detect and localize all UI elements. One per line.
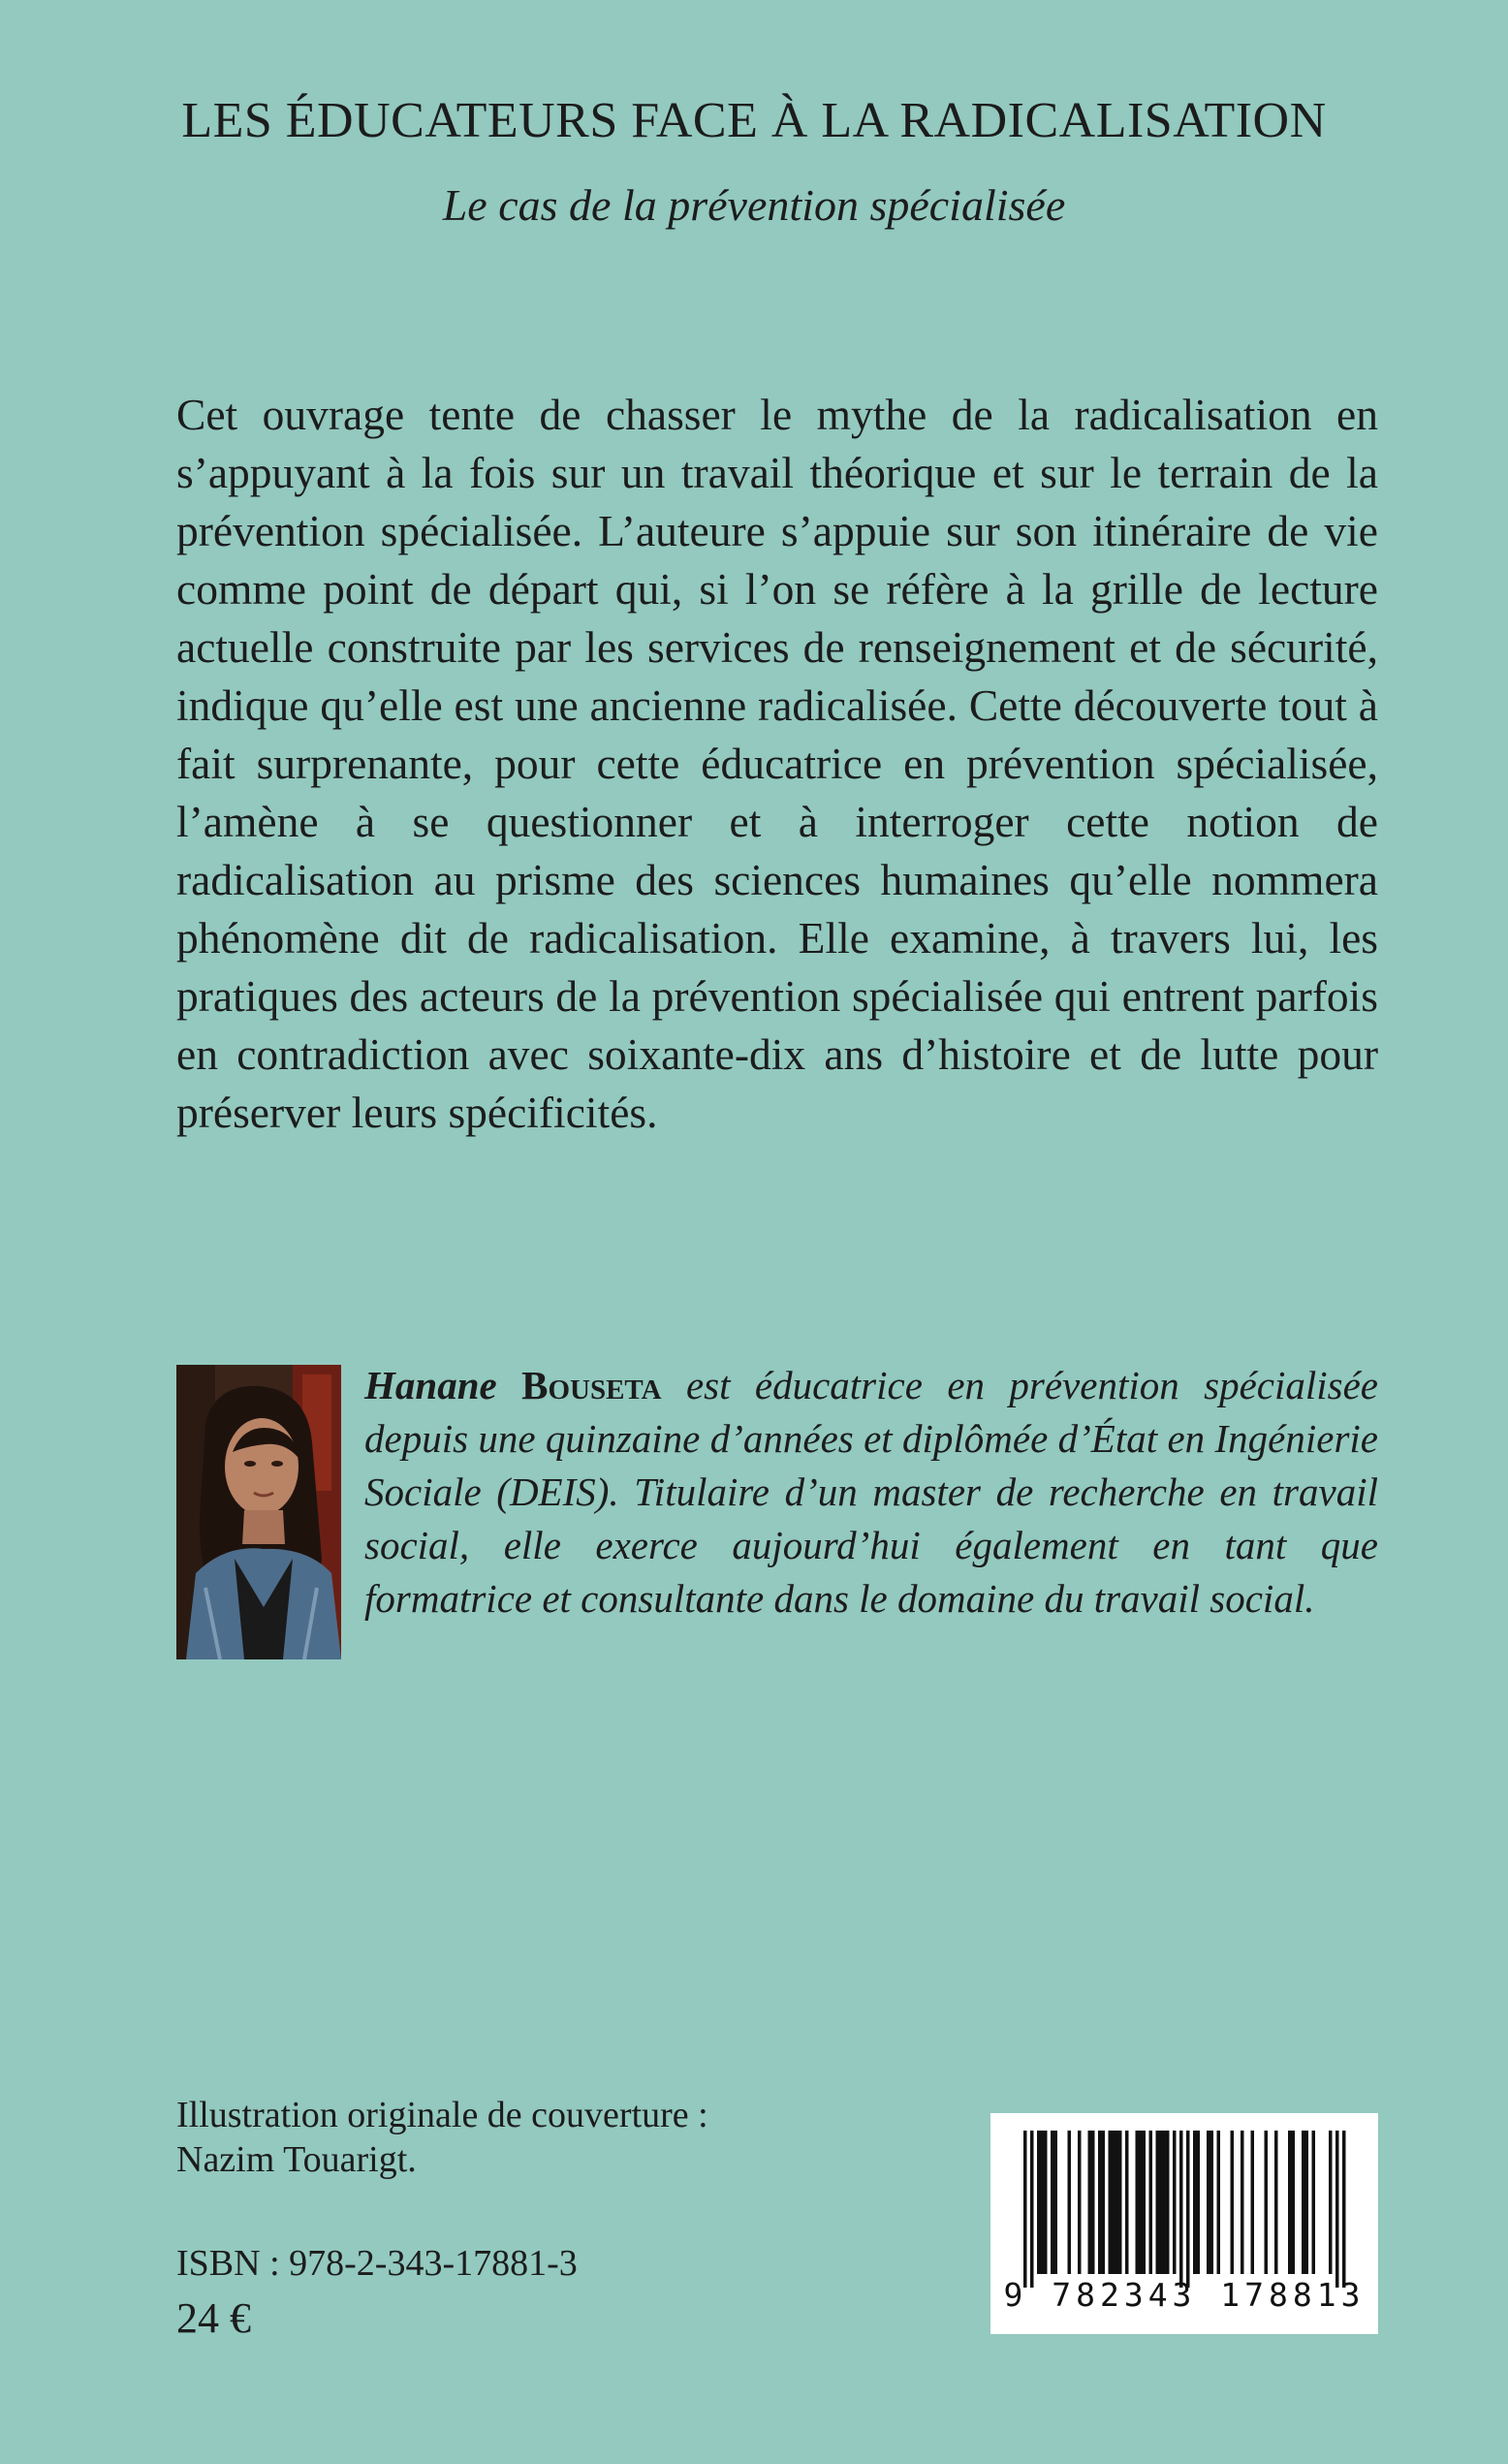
barcode-bar — [1217, 2131, 1221, 2274]
cover-illustrator: Nazim Touarigt. — [176, 2139, 417, 2180]
barcode-bar — [1292, 2131, 1296, 2274]
barcode-bar — [1068, 2131, 1072, 2274]
author-first-name: Hanane — [364, 1363, 497, 1407]
isbn: ISBN : 978-2-343-17881-3 — [176, 2243, 578, 2284]
barcode-bar — [1302, 2131, 1305, 2274]
barcode — [990, 2113, 1378, 2334]
author-bio — [364, 1359, 1378, 1626]
barcode-bar — [1159, 2131, 1163, 2274]
barcode-bar — [1156, 2131, 1160, 2274]
barcode-bar — [1312, 2131, 1316, 2274]
barcode-bar — [1112, 2131, 1115, 2274]
barcode-bar — [1102, 2131, 1106, 2274]
author-photo — [176, 1365, 341, 1659]
barcode-bar — [1342, 2131, 1346, 2288]
barcode-digits: 9 782343 178813 — [1003, 2276, 1366, 2314]
barcode-bar — [1109, 2131, 1113, 2274]
barcode-bar — [1091, 2131, 1095, 2274]
barcode-bar — [1163, 2131, 1167, 2274]
barcode-bar — [1098, 2131, 1102, 2274]
back-cover-summary: Cet ouvrage tente de chasser le mythe de la radicalisation en s’appuyant à la fois sur un travail théorique et sur le terrain de la prévention spécialisée. L’auteure s’appuie sur son itinéraire de vie comme point de départ qui, si l’on se réfère à la grille de lecture actuelle construite par les services de renseignement et de sécurité, indique qu’elle est une ancienne radicalisée. Cette découverte tout à fait surprenante, pour cette éducatrice en prévention spécialisée, l’amène à se questionner et à interroger cette notion de radicalisation au prisme des sciences humaines qu’elle nommera phénomène dit de radicalisation. Elle examine, à travers lui, les pratiques des acteurs de la prévention spécialisée qui entrent parfois en contradiction avec soixante-dix ans d’histoire et de lutte pour préserver leurs spécificités. — [176, 390, 1378, 1137]
barcode-bar — [1023, 2131, 1027, 2288]
barcode-bar — [1329, 2131, 1333, 2274]
barcode-bar — [1115, 2131, 1119, 2274]
barcode-bar — [1197, 2131, 1201, 2274]
barcode-bar — [1186, 2131, 1190, 2288]
barcode-bar — [1251, 2131, 1255, 2274]
author-last-name: Bouseta — [521, 1363, 662, 1407]
barcode-bar — [1166, 2131, 1170, 2274]
barcode-bar — [1041, 2131, 1045, 2274]
barcode-bar — [1173, 2131, 1177, 2274]
price: 24 € — [176, 2294, 251, 2342]
barcode-bar — [1149, 2131, 1153, 2274]
barcode-bar — [1054, 2131, 1058, 2274]
barcode-bar — [1335, 2131, 1339, 2288]
barcode-bar — [1125, 2131, 1129, 2274]
book-title: LES ÉDUCATEURS FACE À LA RADICALISATION — [181, 93, 1327, 148]
barcode-bar — [1139, 2131, 1143, 2274]
barcode-bar — [1241, 2131, 1244, 2274]
barcode-bar — [1210, 2131, 1214, 2274]
barcode-bar — [1231, 2131, 1235, 2274]
barcode-bar — [1051, 2131, 1054, 2274]
barcode-bar — [1078, 2131, 1082, 2274]
barcode-bar — [1030, 2131, 1034, 2288]
barcode-bar — [1088, 2131, 1092, 2274]
barcode-bar — [1143, 2131, 1147, 2274]
barcode-bar — [1044, 2131, 1048, 2274]
barcode-bar — [1118, 2131, 1122, 2274]
author-bio-text: est éducatrice en prévention spécialisée depuis une quinzaine d’années et diplômée d’État en Ingénierie Sociale (DEIS). Titulaire d’un master de recherche en travail social, elle exerce aujourd’hui également en tant que formatrice et consultante dans le domaine du travail social. — [364, 1363, 1379, 1621]
barcode-bar — [1136, 2131, 1140, 2274]
book-subtitle: Le cas de la prévention spécialisée — [442, 180, 1066, 230]
barcode-bar — [1193, 2131, 1197, 2274]
barcode-bar — [1305, 2131, 1309, 2274]
cover-credit-label: Illustration originale de couverture : — [176, 2095, 708, 2135]
barcode-bar — [1274, 2131, 1278, 2274]
barcode-bar — [1207, 2131, 1210, 2274]
barcode-bar — [1265, 2131, 1269, 2274]
barcode-bar — [1288, 2131, 1292, 2274]
barcode-bar — [1179, 2131, 1183, 2288]
barcode-bar — [1037, 2131, 1041, 2274]
